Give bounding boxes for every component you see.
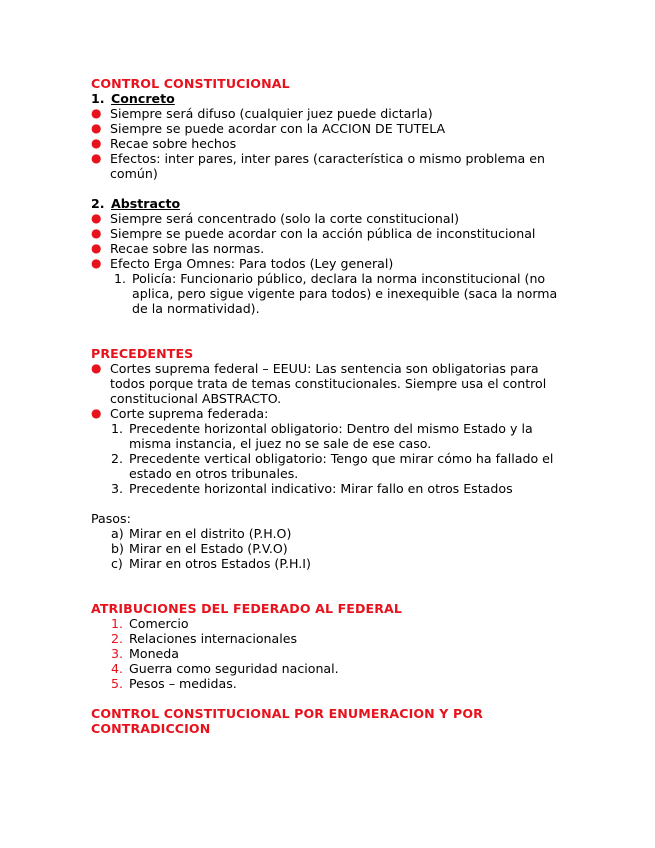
section-heading-enumeracion-contradiccion: CONTROL CONSTITUCIONAL POR ENUMERACION Y POR CONTRADICCION bbox=[91, 706, 483, 736]
list-number: 3. bbox=[111, 646, 124, 661]
list-item bbox=[91, 406, 571, 421]
document-body bbox=[91, 76, 571, 736]
list-number: 4. bbox=[111, 661, 124, 676]
step-item bbox=[91, 526, 571, 541]
list-item-text: Policía: Funcionario público, declara la norma inconstitucional (no aplica, pero sigue vigente para todos) e inexequible (saca la norma de la normatividad). bbox=[132, 271, 558, 316]
list-item-text: Comercio bbox=[129, 616, 189, 631]
list-item bbox=[91, 241, 571, 256]
list-item-text: Precedente vertical obligatorio: Tengo que mirar cómo ha fallado el estado en otros tribunales. bbox=[129, 451, 554, 481]
list-item bbox=[91, 631, 571, 646]
list-item bbox=[91, 616, 571, 631]
list-item bbox=[91, 151, 571, 181]
subsection-number: 1. bbox=[91, 91, 105, 106]
section-heading-control-constitucional: CONTROL CONSTITUCIONAL bbox=[91, 76, 290, 91]
list-item-text: Siempre será concentrado (solo la corte constitucional) bbox=[110, 211, 460, 226]
subsection-label: Concreto bbox=[111, 91, 175, 106]
list-item-text: Guerra como seguridad nacional. bbox=[129, 661, 339, 676]
subsection-number: 2. bbox=[91, 196, 105, 211]
list-item bbox=[91, 361, 571, 406]
list-number: 5. bbox=[111, 676, 124, 691]
list-item-text: Siempre será difuso (cualquier juez puede dictarla) bbox=[110, 106, 433, 121]
list-item bbox=[91, 676, 571, 691]
section-heading-precedentes: PRECEDENTES bbox=[91, 346, 194, 361]
step-letter: a) bbox=[111, 526, 124, 541]
bullet-icon: ● bbox=[91, 106, 102, 120]
bullet-icon: ● bbox=[91, 361, 102, 375]
list-item-text: Efecto Erga Omnes: Para todos (Ley general) bbox=[110, 256, 394, 271]
list-number: 1. bbox=[111, 421, 124, 436]
step-letter: b) bbox=[111, 541, 124, 556]
subsection-label: Abstracto bbox=[111, 196, 181, 211]
list-item bbox=[91, 136, 571, 151]
nested-list-item bbox=[91, 421, 571, 451]
list-item-text: Siempre se puede acordar con la acción pública de inconstitucional bbox=[110, 226, 536, 241]
list-item-text: Cortes suprema federal – EEUU: Las sentencia son obligatorias para todos porque trata de temas constitucionales. Siempre usa el control constitucional ABSTRACTO. bbox=[110, 361, 547, 406]
list-number: 1. bbox=[111, 616, 124, 631]
bullet-icon: ● bbox=[91, 151, 102, 165]
subsection-title-concreto bbox=[91, 91, 571, 106]
list-item-text: Moneda bbox=[129, 646, 180, 661]
list-item-text: Precedente horizontal obligatorio: Dentro del mismo Estado y la misma instancia, el juez no se sale de ese caso. bbox=[129, 421, 533, 451]
list-item-text: Siempre se puede acordar con la ACCION DE TUTELA bbox=[110, 121, 446, 136]
list-number: 2. bbox=[111, 631, 124, 646]
nested-list-item bbox=[91, 481, 571, 496]
step-item bbox=[91, 541, 571, 556]
list-item bbox=[91, 106, 571, 121]
step-text: Mirar en el distrito (P.H.O) bbox=[129, 526, 292, 541]
list-item bbox=[91, 646, 571, 661]
list-item bbox=[91, 256, 571, 271]
list-item bbox=[91, 211, 571, 226]
list-item-text: Corte suprema federada: bbox=[110, 406, 269, 421]
section-heading-atribuciones: ATRIBUCIONES DEL FEDERADO AL FEDERAL bbox=[91, 601, 403, 616]
pasos-label: Pasos: bbox=[91, 511, 131, 526]
step-text: Mirar en otros Estados (P.H.I) bbox=[129, 556, 311, 571]
list-item bbox=[91, 661, 571, 676]
bullet-icon: ● bbox=[91, 136, 102, 150]
bullet-icon: ● bbox=[91, 211, 102, 225]
list-item-text: Recae sobre las normas. bbox=[110, 241, 265, 256]
step-letter: c) bbox=[111, 556, 123, 571]
bullet-icon: ● bbox=[91, 121, 102, 135]
subsection-title-abstracto bbox=[91, 196, 571, 211]
step-text: Mirar en el Estado (P.V.O) bbox=[129, 541, 288, 556]
list-item bbox=[91, 226, 571, 241]
list-item-text: Precedente horizontal indicativo: Mirar fallo en otros Estados bbox=[129, 481, 513, 496]
list-item-text: Efectos: inter pares, inter pares (característica o mismo problema en común) bbox=[110, 151, 546, 181]
bullet-icon: ● bbox=[91, 256, 102, 270]
list-number: 2. bbox=[111, 451, 124, 466]
list-item bbox=[91, 121, 571, 136]
list-number: 3. bbox=[111, 481, 124, 496]
bullet-icon: ● bbox=[91, 226, 102, 240]
bullet-icon: ● bbox=[91, 406, 102, 420]
bullet-icon: ● bbox=[91, 241, 102, 255]
list-item-text: Recae sobre hechos bbox=[110, 136, 237, 151]
list-item-text: Relaciones internacionales bbox=[129, 631, 298, 646]
nested-list-item bbox=[91, 271, 571, 316]
nested-list-item bbox=[91, 451, 571, 481]
step-item bbox=[91, 556, 571, 571]
list-item-text: Pesos – medidas. bbox=[129, 676, 237, 691]
list-number: 1. bbox=[114, 271, 127, 286]
